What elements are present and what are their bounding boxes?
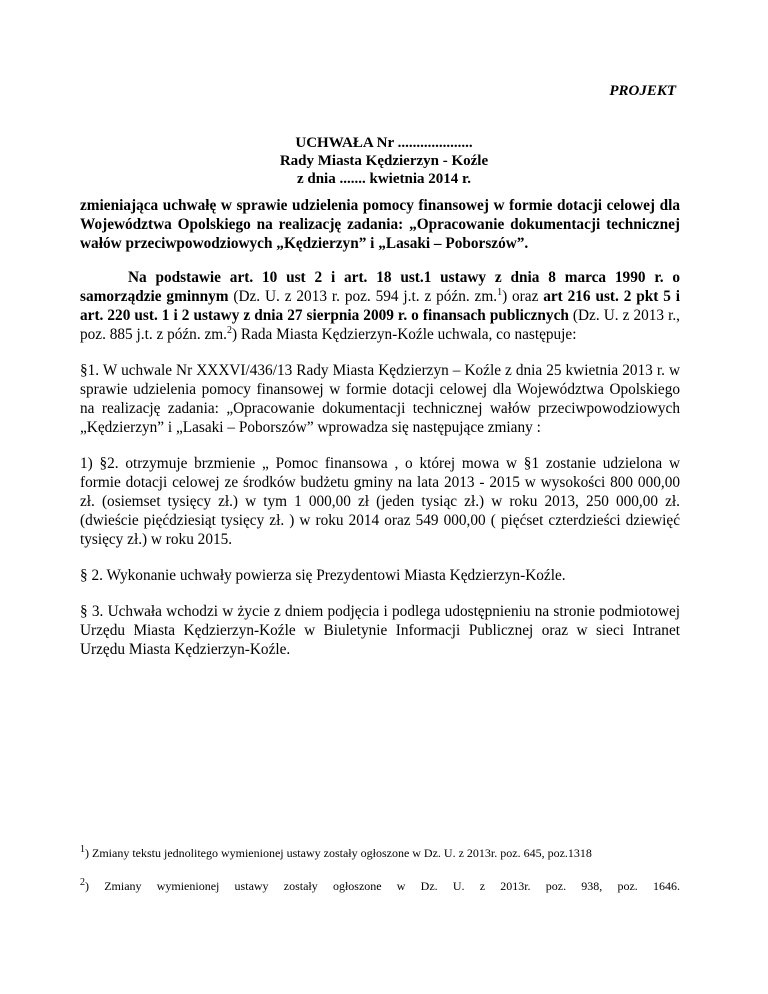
section-3-paragraph: § 3. Uchwała wchodzi w życie z dniem podjęcia i podlega udostępnieniu na stronie podmiotowej Urzędu Miasta Kędzierzyn-Koźle w Biuletynie Informacji Publicznej oraz w sieci Intranet Urzędu Miasta Kędzierzyn-Koźle. [80, 603, 680, 658]
footnote-1-text: ) Zmiany tekstu jednolitego wymienionej ustawy zostały ogłoszone w Dz. U. z 2013r. poz. 645, poz.1318 [85, 846, 592, 860]
footnote-ref-1: 1 [497, 286, 503, 298]
projekt-label: PROJEKT [609, 83, 676, 99]
amendment-point-1: 1) §2. otrzymuje brzmienie „ Pomoc finansowa , o której mowa w §1 zostanie udzielona w formie dotacji celowej ze środków budżetu gminy na lata 2013 - 2015 w wysokości 800 000,00 zł. (osiemset tysięcy zł.) w tym 1 000,00 zł (jeden tysiąc zł.) w roku 2013, 250 000,00 zł. (dwieście pięćdziesiąt tysięcy zł. ) w roku 2014 oraz 549 000,00 ( pięćset czterdzieści dziewięć tysięcy zł.) w roku 2015. [80, 455, 680, 548]
resolution-title [0, 134, 768, 188]
legal-basis-part2: (Dz. U. z 2013 r. poz. 594 j.t. z późn. zm. [228, 288, 498, 305]
footnote-1-mark: 1 [80, 844, 85, 855]
title-line-date: z dnia ....... kwietnia 2014 r. [296, 171, 472, 187]
legal-basis-paragraph [80, 268, 680, 344]
section-2-paragraph: § 2. Wykonanie uchwały powierza się Prezydentowi Miasta Kędzierzyn-Koźle. [80, 567, 566, 584]
legal-basis-part1: Na podstawie art. 10 ust 2 i art. 18 ust.1 ustawy z dnia 8 marca 1990 r. o samorządzie gminnym [80, 269, 680, 305]
footnote-2-mark: 2 [80, 877, 85, 888]
legal-basis-part4: art 216 ust. 2 pkt 5 i art. 220 ust. 1 i 2 ustawy z dnia 27 sierpnia 2009 r. o finansach publicznych [80, 288, 680, 324]
title-line-number: UCHWAŁA Nr .................... [295, 135, 473, 151]
footnote-2 [80, 879, 680, 894]
footnote-ref-2: 2 [227, 324, 232, 336]
footnote-2-text: ) Zmiany wymienionej ustawy zostały ogłoszone w Dz. U. z 2013r. poz. 938, poz. 1646. [85, 879, 680, 893]
section-1-paragraph: §1. W uchwale Nr XXXVI/436/13 Rady Miasta Kędzierzyn – Koźle z dnia 25 kwietnia 2013 r. w sprawie udzielenia pomocy finansowej w formie dotacji celowej dla Województwa Opolskiego na realizację zadania: „Opracowanie dokumentacji technicznej wałów przeciwpowodziowych „Kędzierzyn” i „Lasaki – Poborszów” wprowadza się następujące zmiany : [80, 362, 680, 436]
legal-basis-part6: ) Rada Miasta Kędzierzyn-Koźle uchwala, co następuje: [232, 326, 577, 343]
legal-basis-part5: (Dz. U. z 2013 r., poz. 885 j.t. z późn. zm. [80, 307, 680, 343]
footnotes [80, 846, 680, 912]
title-line-council: Rady Miasta Kędzierzyn - Koźle [279, 153, 489, 169]
document-body [80, 196, 680, 676]
legal-basis-part3: ) oraz [502, 288, 544, 305]
footnote-1 [80, 846, 680, 861]
resolution-subject: zmieniająca uchwałę w sprawie udzielenia pomocy finansowej w formie dotacji celowej dla Województwa Opolskiego na realizację zadania: „Opracowanie dokumentacji technicznej wałów przeciwpowodziowych „Kędzierzyn” i „Lasaki – Poborszów”. [80, 197, 680, 252]
